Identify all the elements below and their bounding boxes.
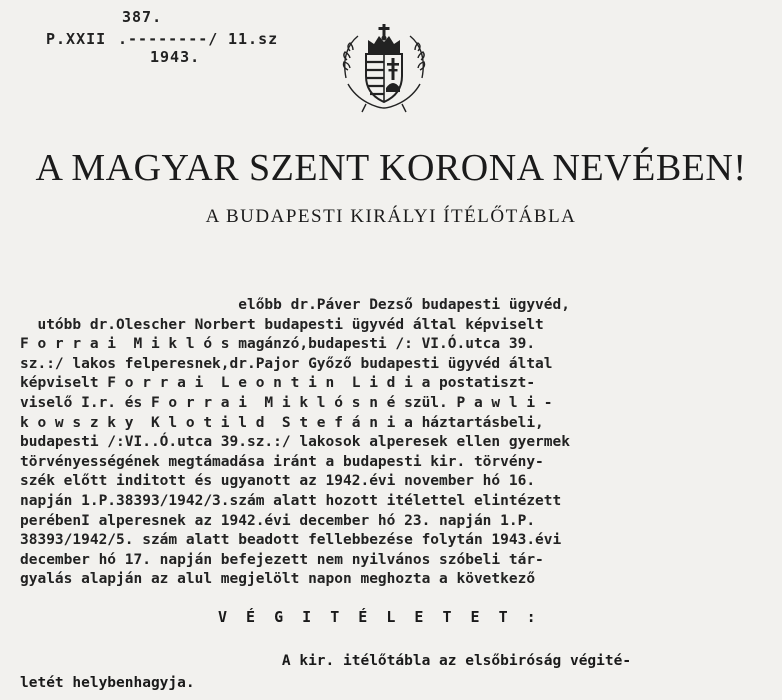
body-line: budapesti /:VI..Ó.utca 39.sz.:/ lakosok alperesek ellen gyermek [20, 434, 570, 451]
body-line: k o w s z k y K l o t i l d S t e f á n i a háztartásbeli, [20, 414, 544, 431]
reference-dashes: .--------/ [118, 30, 219, 48]
reference-suffix: 11.sz [228, 30, 279, 48]
body-line: 38393/1942/5. szám alatt beadott fellebbezése folytán 1943.évi [20, 532, 562, 549]
body-line: utóbb dr.Olescher Norbert budapesti ügyvéd által képviselt [20, 316, 544, 333]
body-line: gyalás alapján az alul megjelölt napon meghozta a következő [20, 571, 536, 588]
body-line: december hó 17. napján befejezett nem nyilvános szóbeli tár- [20, 551, 544, 568]
body-line: F o r r a i M i k l ó s magánzó,budapesti /: VI.Ó.utca 39. [20, 336, 536, 353]
body-line: napján 1.P.38393/1942/3.szám alatt hozott itélettel elintézett [20, 492, 562, 509]
document-title: A MAGYAR SZENT KORONA NEVÉBEN! [35, 147, 747, 189]
hungarian-coat-of-arms-icon [338, 18, 430, 114]
body-line: sz.:/ lakos felperesnek,dr.Pajor Győző budapesti ügyvéd által [20, 355, 553, 372]
reference-year: 1943. [150, 48, 201, 66]
body-line: képviselt F o r r a i L e o n t i n L i d i a postatiszt- [20, 375, 536, 392]
verdict-line: A kir. itélőtábla az elsőbiróság végité- [20, 653, 632, 669]
verdict-heading: V É G I T É L E T E T : [218, 608, 541, 626]
judgment-body [20, 296, 770, 590]
reference-number: 387. [122, 8, 163, 26]
court-name: A BUDAPESTI KIRÁLYI ÍTÉLŐTÁBLA [205, 206, 577, 227]
verdict-text [20, 650, 770, 694]
reference-prefix: P.XXII [46, 30, 107, 48]
body-line: perébenI alperesnek az 1942.évi december hó 23. napján 1.P. [20, 512, 536, 529]
body-line: szék előtt inditott és ugyanott az 1942.évi november hó 16. [20, 473, 536, 490]
body-line: előbb dr.Páver Dezső budapesti ügyvéd, [20, 297, 570, 313]
body-line: törvényességének megtámadása iránt a budapesti kir. törvény- [20, 453, 544, 470]
body-line: viselő I.r. és F o r r a i M i k l ó s n é szül. P a w l i - [20, 394, 553, 411]
verdict-line: letét helybenhagyja. [20, 675, 195, 691]
